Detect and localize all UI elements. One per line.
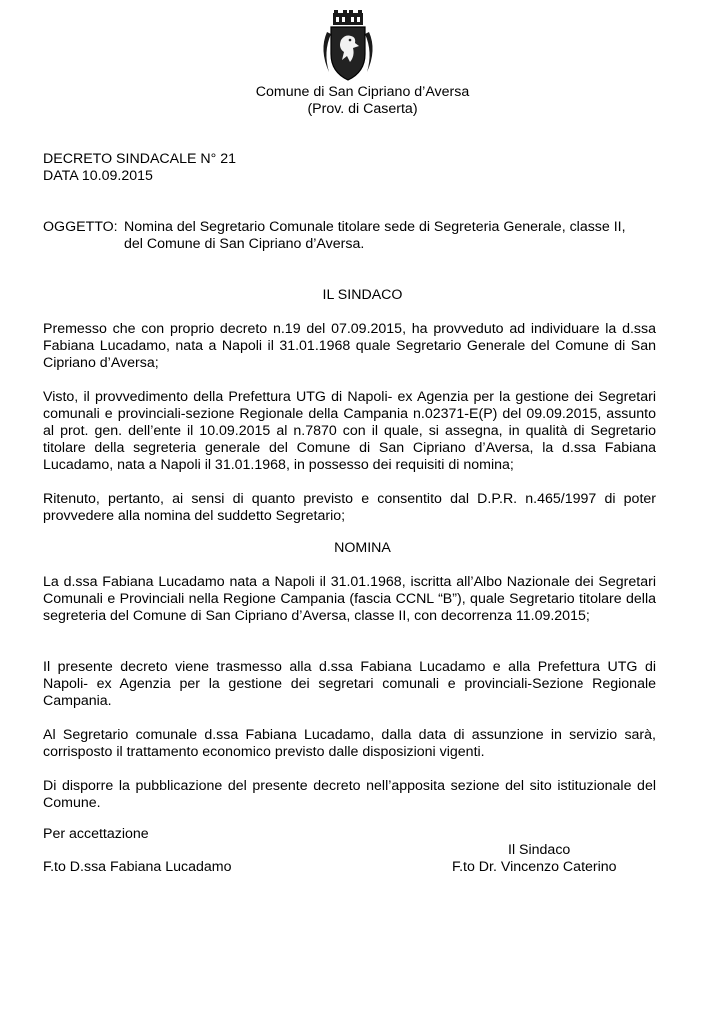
- decree-number: DECRETO SINDACALE N° 21: [43, 151, 237, 167]
- oggetto-text-line1: Nomina del Segretario Comunale titolare sede di Segreteria Generale, classe II,: [124, 219, 626, 235]
- il-sindaco-heading: IL SINDACO: [322, 287, 403, 303]
- paragraph-premesso: Premesso che con proprio decreto n.19 del 07.09.2015, ha provveduto ad individuare la d.ssa Fabiana Lucadamo, nata a Napoli il 31.01.1968 quale Segretario Generale del Comune di San Cipriano d’Aversa;: [43, 321, 656, 371]
- paragraph-trattamento: Al Segretario comunale d.ssa Fabiana Lucadamo, dalla data di assunzione in servizio sarà, corrisposto il trattamento economico previsto dalle disposizioni vigenti.: [43, 727, 656, 760]
- oggetto-text: [124, 219, 664, 253]
- paragraph-nomina: La d.ssa Fabiana Lucadamo nata a Napoli il 31.01.1968, iscritta all’Albo Nazionale dei Segretari Comunali e Provinciali nella Regione Campania (fascia CCNL “B”), quale Segretario titolare della segreteria del Comune di San Cipriano d’Aversa, classe II, con decorrenza 11.09.2015;: [43, 574, 656, 624]
- oggetto-text-line2: del Comune di San Cipriano d’Aversa.: [124, 236, 365, 252]
- sindaco-signature: F.to Dr. Vincenzo Caterino: [452, 859, 617, 875]
- nomina-heading: NOMINA: [334, 540, 391, 556]
- comune-name: Comune di San Cipriano d’Aversa: [255, 84, 470, 100]
- provincia: (Prov. di Caserta): [307, 101, 418, 117]
- sindaco-title: Il Sindaco: [508, 842, 571, 858]
- paragraph-pubblicazione: Di disporre la pubblicazione del presente decreto nell’apposita sezione del sito istituzionale del Comune.: [43, 778, 656, 811]
- paragraph-ritenuto: Ritenuto, pertanto, ai sensi di quanto previsto e consentito dal D.P.R. n.465/1997 di poter provvedere alla nomina del suddetto Segretario;: [43, 491, 656, 524]
- segretario-signature: F.to D.ssa Fabiana Lucadamo: [43, 859, 232, 875]
- decree-date: DATA 10.09.2015: [43, 168, 153, 184]
- paragraph-trasmesso: Il presente decreto viene trasmesso alla d.ssa Fabiana Lucadamo e alla Prefettura UTG di Napoli- ex Agenzia per la gestione dei segretari comunali e provinciali-Sezione Regionale Campania.: [43, 659, 656, 709]
- municipal-crest-icon: [317, 10, 379, 82]
- paragraph-visto: Visto, il provvedimento della Prefettura UTG di Napoli- ex Agenzia per la gestione dei Segretari comunali e provinciali-sezione Regionale della Campania n.02371-E(P) del 09.09.2015, assunto al prot. gen. dell’ente il 10.09.2015 al n.7870 con il quale, si assegna, in qualità di Segretario titolare della segreteria generale del Comune di San Cipriano d’Aversa, la d.ssa Fabiana Lucadamo, nata a Napoli il 31.01.1968, in possesso dei requisiti di nomina;: [43, 389, 656, 473]
- oggetto-label: OGGETTO:: [43, 219, 118, 235]
- per-accettazione: Per accettazione: [43, 826, 149, 842]
